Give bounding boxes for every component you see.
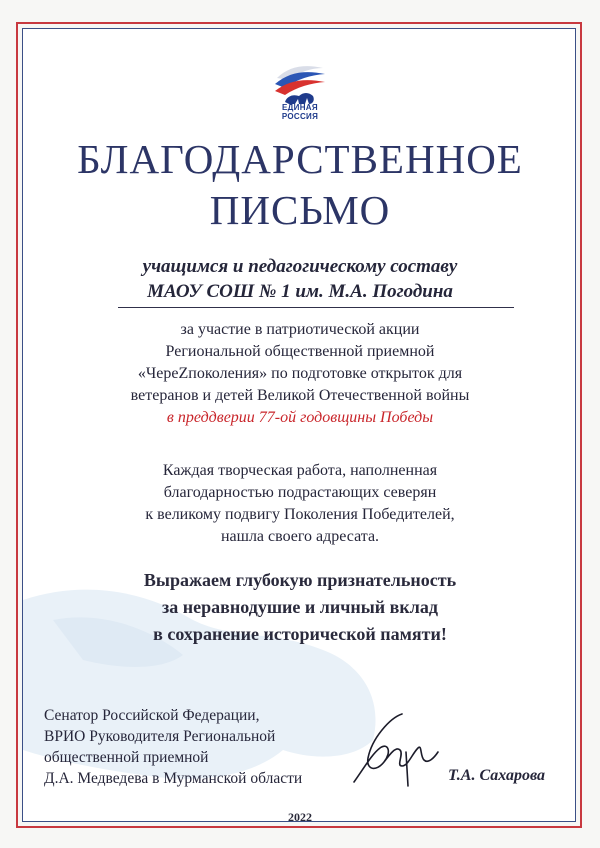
gratitude-line: за неравнодушие и личный вклад xyxy=(162,597,438,617)
logo-line-2: РОССИЯ xyxy=(281,112,319,121)
paragraph2-line: благодарностью подрастающих северян xyxy=(163,484,437,501)
recipient-line-2: МАОУ СОШ № 1 им. М.А. Погодина xyxy=(147,281,453,302)
signatory-line: ВРИО Руководителя Региональной xyxy=(44,728,276,745)
recipient-underline xyxy=(118,307,514,308)
logo-line-1: ЕДИНАЯ xyxy=(282,103,318,112)
signatory-line: Д.А. Медведева в Мурманской области xyxy=(44,770,303,787)
paragraph1-line: «ЧереZпоколения» по подготовке открыток для xyxy=(137,365,463,382)
paragraph1-line: Региональной общественной приемной xyxy=(165,343,435,360)
handwritten-signature-icon xyxy=(350,708,440,788)
paragraph1-line: ветеранов и детей Великой Отечественной войны xyxy=(130,387,470,404)
gratitude-line: Выражаем глубокую признательность xyxy=(143,570,457,590)
paragraph2-line: к великому подвигу Поколения Победителей, xyxy=(145,506,455,523)
logo-wordmark xyxy=(264,103,336,121)
paragraph2-line: Каждая творческая работа, наполненная xyxy=(162,462,438,479)
signatory-title xyxy=(44,705,374,789)
participation-paragraph xyxy=(40,319,560,429)
gratitude-statement xyxy=(40,567,560,648)
creative-work-paragraph xyxy=(40,460,560,548)
victory-anniversary-highlight: в преддверии 77-ой годовщины Победы xyxy=(166,409,434,426)
gratitude-line: в сохранение исторической памяти! xyxy=(153,624,447,644)
document-year: 2022 xyxy=(288,810,312,824)
paragraph1-line: за участие в патриотической акции xyxy=(180,321,420,338)
signatory-name: Т.А. Сахарова xyxy=(448,767,546,784)
signatory-line: общественной приемной xyxy=(44,749,209,766)
document-title-line-1: БЛАГОДАРСТВЕННОЕ xyxy=(77,136,523,182)
paragraph2-line: нашла своего адресата. xyxy=(220,528,380,545)
recipient-line-1: учащимся и педагогическому составу xyxy=(142,256,458,277)
document-title-line-2: ПИСЬМО xyxy=(209,187,391,233)
signatory-line: Сенатор Российской Федерации, xyxy=(44,707,260,724)
